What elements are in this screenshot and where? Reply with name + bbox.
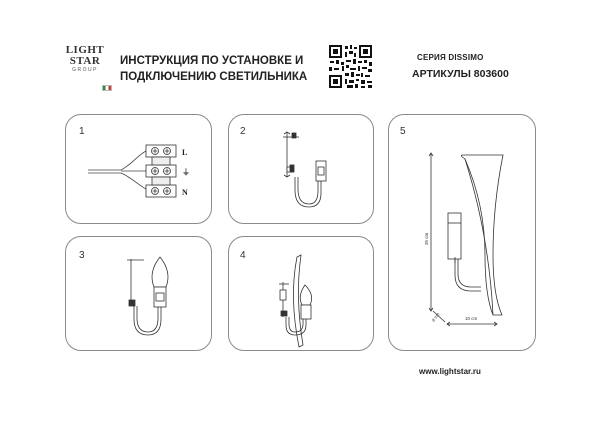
wiring-diagram (66, 115, 211, 223)
qr-code-icon (328, 44, 373, 89)
step-panel-3 (65, 236, 212, 351)
logo-text-line1: LIGHT (65, 44, 105, 56)
mounting-bracket-diagram (229, 115, 373, 223)
document-title (120, 53, 307, 85)
terminal-block (146, 145, 176, 197)
bulb-install-diagram (66, 237, 211, 350)
width-dimension-label: 10 cm (465, 316, 478, 321)
brand-logo (62, 45, 108, 93)
title-line-2: ПОДКЛЮЧЕНИЮ СВЕТИЛЬНИКА (120, 71, 308, 83)
italian-flag-icon (102, 85, 112, 91)
candle-bulb-icon (152, 257, 168, 287)
step-panel-4 (228, 236, 374, 351)
terminal-label-line: L (182, 148, 188, 157)
shade-mount-diagram (229, 237, 373, 350)
website-link[interactable]: www.lightstar.ru (419, 367, 481, 376)
product-series: СЕРИЯ DISSIMO (417, 53, 484, 62)
depth-dimension-label: 8 cm (430, 311, 441, 323)
dimensions-diagram (389, 115, 535, 350)
logo-text-line2: STAR (69, 55, 101, 67)
step-number: 1 (79, 126, 85, 137)
title-line-1: ИНСТРУКЦИЯ ПО УСТАНОВКЕ И (120, 55, 304, 67)
lamp-socket (301, 305, 311, 319)
terminal-label-neutral: N (182, 188, 188, 197)
step-number: 5 (400, 126, 406, 137)
product-article: АРТИКУЛЫ 803600 (412, 68, 509, 80)
candle-bulb-icon (300, 285, 311, 305)
logo-text-line3: GROUP (72, 67, 98, 73)
lamp-arm (295, 177, 321, 207)
lamp-arm (134, 306, 161, 335)
step-number: 2 (240, 126, 246, 137)
lamp-arm (455, 259, 481, 291)
power-cable (88, 151, 146, 189)
step-number: 4 (240, 250, 246, 261)
height-dimension-label: 35 cm (424, 232, 429, 245)
step-panel-1 (65, 114, 212, 224)
step-number: 3 (79, 250, 85, 261)
step-panel-5 (388, 114, 536, 351)
terminal-labels (182, 148, 190, 197)
terminal-label-ground: ⏚ (182, 168, 190, 177)
step-panel-2 (228, 114, 374, 224)
wall-plate (448, 213, 461, 259)
